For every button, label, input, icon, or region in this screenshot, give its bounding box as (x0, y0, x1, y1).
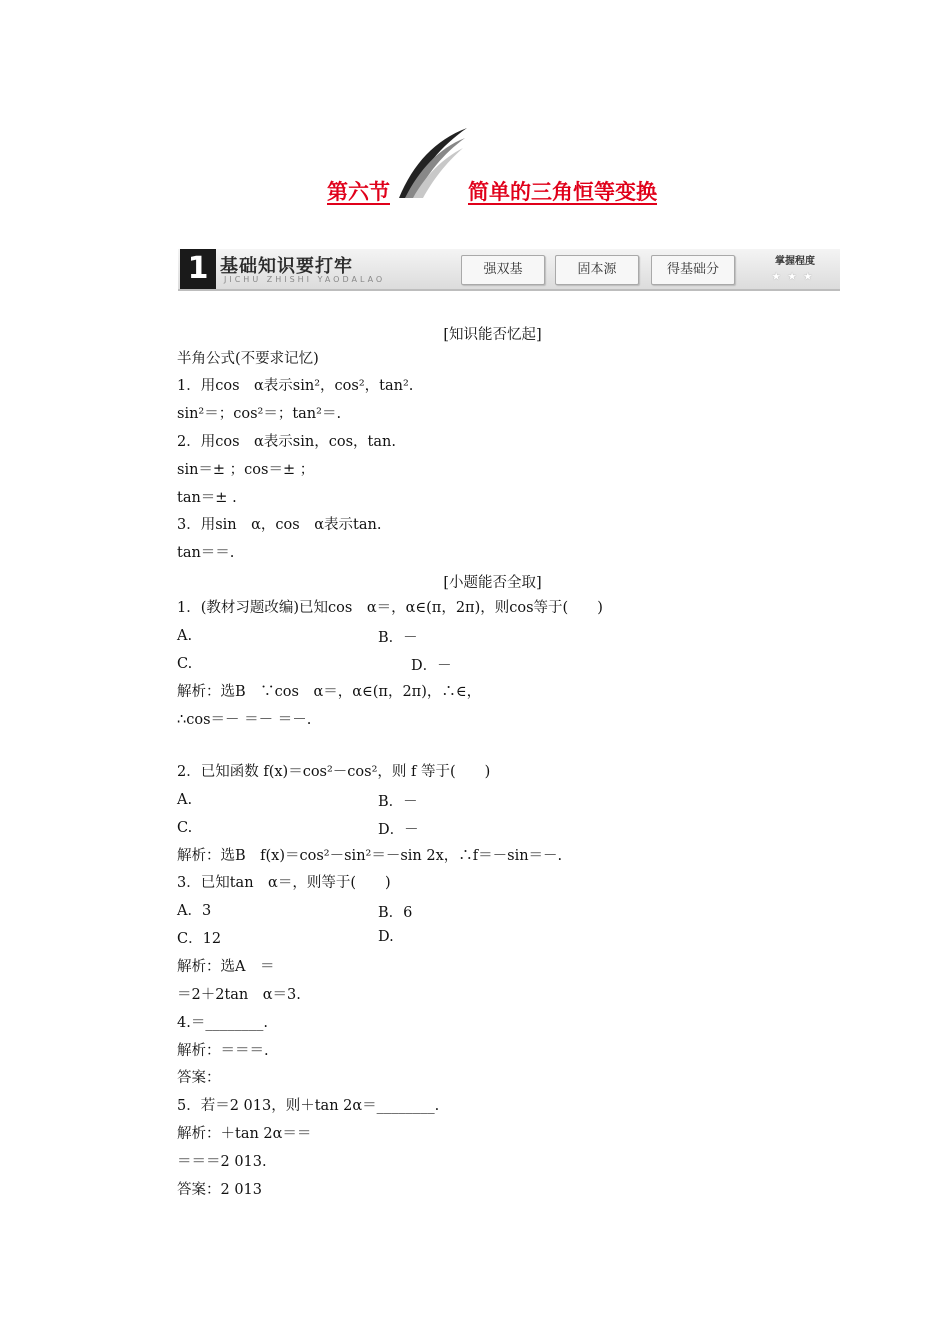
q1-option-b: B．－ (378, 630, 418, 646)
text-line: tan＝± . (177, 490, 237, 506)
q2-analysis: 解析：选B f(x)＝cos²－sin²＝－sin 2x，∴f＝－sin＝－. (177, 848, 563, 864)
section-number: 第六节 (327, 180, 390, 204)
section1-heading: [知识能否忆起] (443, 327, 542, 343)
q5-stem: 5．若＝2 013，则＋tan 2α＝________. (177, 1098, 440, 1114)
q1-option-d: D．－ (411, 658, 452, 674)
text-line: 2．用cos α表示sin，cos，tan. (177, 434, 396, 450)
banner-subtitle: JICHU ZHISHI YAODALAO (224, 275, 386, 284)
q2-stem: 2．已知函数 f(x)＝cos²－cos²，则 f 等于( ) (177, 764, 491, 780)
q3-option-d: D. (378, 929, 394, 945)
tab-strengthen-basics[interactable]: 强双基 (461, 255, 545, 285)
q3-option-a: A．3 (177, 903, 212, 919)
text-line: sin＝± ；cos＝± ； (177, 462, 315, 478)
text-line: 1．用cos α表示sin²，cos²，tan². (177, 378, 414, 394)
section2-heading: [小题能否全取] (443, 575, 542, 591)
banner-title: 基础知识要打牢 (220, 256, 353, 277)
q5-analysis: 解析：＋tan 2α＝＝ (177, 1126, 312, 1142)
q1-analysis: 解析：选B ∵cos α＝，α∈(π，2π)，∴∈， (177, 684, 482, 700)
text-line: 半角公式(不要求记忆) (177, 351, 319, 367)
q4-answer: 答案： (177, 1070, 221, 1086)
q1-option-c: C. (177, 656, 193, 672)
q2-option-d: D．－ (378, 822, 419, 838)
section-name: 简单的三角恒等变换 (468, 180, 657, 204)
text-line: 3．用sin α，cos α表示tan. (177, 517, 382, 533)
mastery-label: 掌握程度 (775, 256, 815, 267)
q3-option-b: B．6 (378, 905, 413, 921)
q2-option-c: C. (177, 820, 193, 836)
section-title (0, 168, 950, 208)
mastery-level (750, 252, 840, 286)
q4-stem: 4.＝________. (177, 1015, 268, 1031)
q2-option-a: A. (177, 792, 193, 808)
text-line: sin²＝；cos²＝；tan²＝. (177, 406, 342, 422)
q5-analysis-cont: ＝＝＝2 013. (177, 1154, 267, 1170)
q3-analysis-cont: ＝2＋2tan α＝3. (177, 987, 301, 1003)
mastery-stars: ★★★ (771, 270, 819, 283)
banner-number: 1 (180, 249, 216, 289)
tab-consolidate-roots[interactable]: 固本源 (555, 255, 639, 285)
text-line: tan＝＝. (177, 545, 235, 561)
q3-option-c: C．12 (177, 931, 222, 947)
knowledge-banner (178, 249, 840, 291)
q4-analysis: 解析：＝＝＝. (177, 1043, 269, 1059)
q2-option-b: B．－ (378, 794, 418, 810)
swoosh-decoration (395, 124, 471, 200)
q1-stem: 1．(教材习题改编)已知cos α＝，α∈(π，2π)，则cos等于( ) (177, 600, 603, 616)
q5-answer: 答案：2 013 (177, 1182, 263, 1198)
q1-analysis-cont: ∴cos＝－ ＝－ ＝－. (177, 712, 312, 728)
q3-analysis: 解析：选A ＝ (177, 959, 275, 975)
tab-basic-points[interactable]: 得基础分 (651, 255, 735, 285)
q3-stem: 3．已知tan α＝，则等于( ) (177, 875, 391, 891)
q1-option-a: A. (177, 628, 193, 644)
